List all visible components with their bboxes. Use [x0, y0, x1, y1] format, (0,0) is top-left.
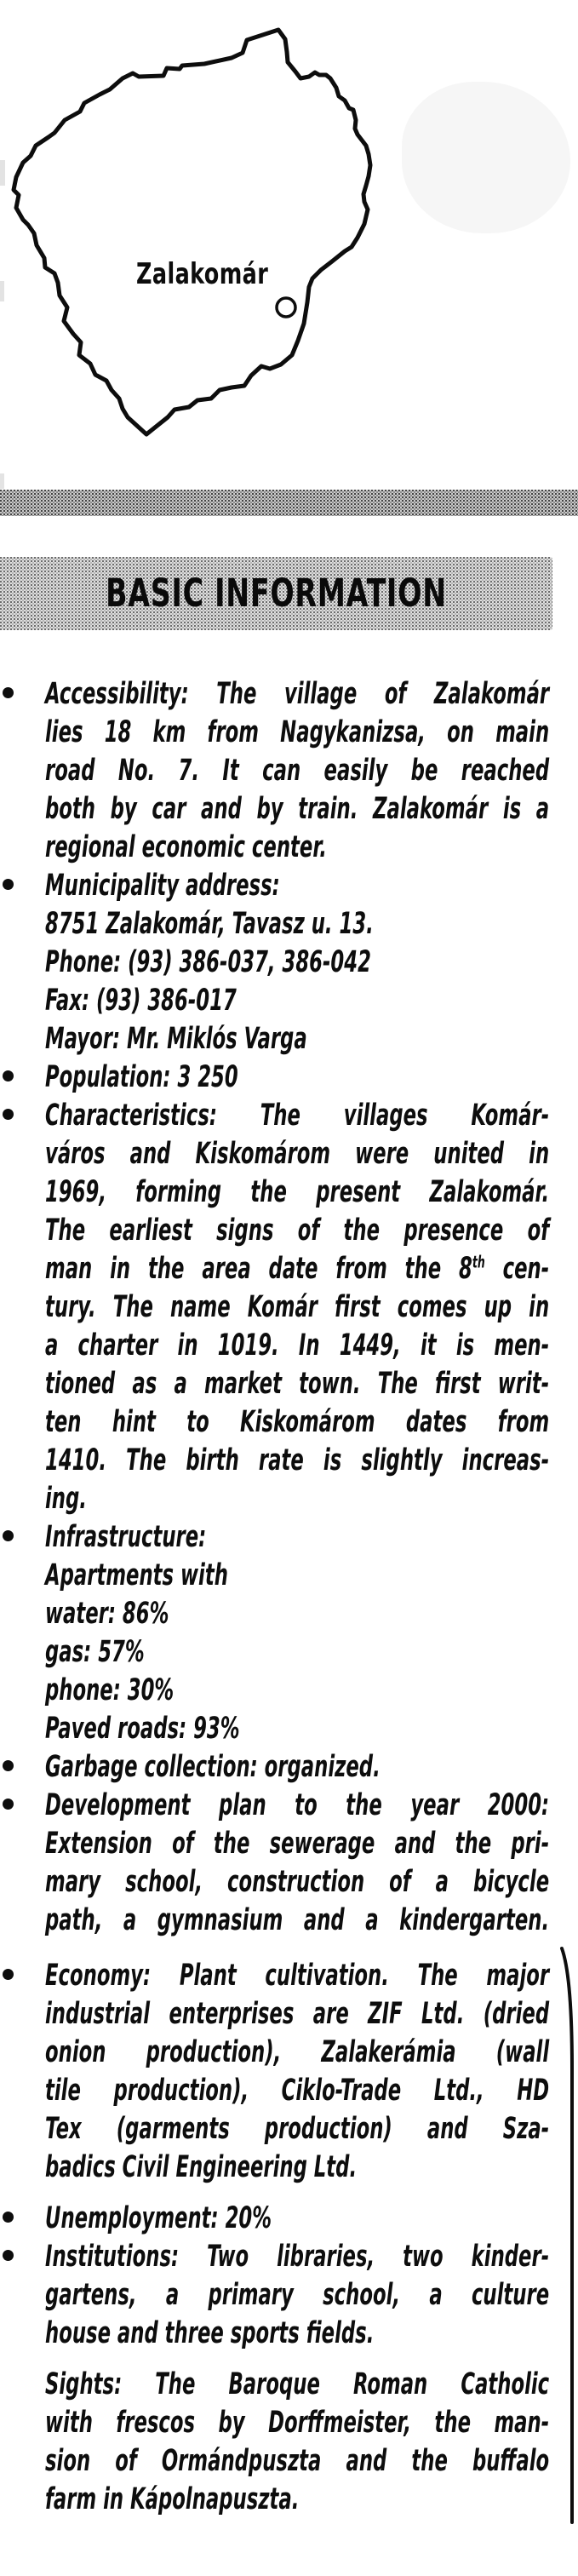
text-line: Tex (garments production) and Sza- — [45, 2112, 550, 2146]
text-line: 1969, forming the present Zalakomár. — [45, 1175, 550, 1209]
text-line: water: 86% — [45, 1597, 169, 1631]
text-line: path, a gymnasium and a kindergarten. — [45, 1903, 550, 1937]
page-edge-line — [545, 1942, 578, 2529]
scan-speck — [0, 160, 5, 186]
bullet-icon — [3, 1530, 14, 1541]
bullet-icon — [3, 879, 14, 890]
text-line: Population: 3 250 — [45, 1060, 238, 1094]
bullet-icon — [3, 1760, 14, 1771]
text-line: house and three sports fields. — [45, 2316, 375, 2350]
text-line: Infrastructure: — [45, 1520, 207, 1554]
map-boundary — [14, 30, 370, 434]
bullet-icon — [3, 1109, 14, 1120]
text-line: Fax: (93) 386-017 — [45, 984, 237, 1018]
text-line: farm in Kápolnapuszta. — [45, 2482, 300, 2516]
bullet-icon — [3, 1969, 14, 1980]
text-line: Economy: Plant cultivation. The major — [45, 1959, 550, 1993]
text-line: Phone: (93) 386-037, 386-042 — [45, 945, 371, 979]
info-item — [45, 2366, 549, 2519]
info-item — [45, 1059, 549, 1097]
village-map-outline — [0, 0, 392, 460]
info-item — [45, 1518, 549, 1748]
basic-info-list — [45, 675, 549, 2519]
bullet-icon — [3, 2250, 14, 2261]
text-line: both by car and by train. Zalakomár is a — [45, 792, 550, 826]
text-line: The earliest signs of the presence of — [45, 1213, 550, 1248]
text-line: with frescos by Dorffmeister, the man- — [45, 2406, 550, 2440]
text-line: Accessibility: The village of Zalakomár — [45, 677, 550, 711]
text-line: sion of Ormándpuszta and the buffalo — [45, 2444, 550, 2478]
bullet-icon — [3, 687, 14, 698]
text-line: város and Kiskomárom were united in — [45, 1137, 550, 1171]
text-line: tile production), Ciklo-Trade Ltd., HD — [45, 2074, 550, 2108]
text-line: onion production), Zalakerámia (wall — [45, 2035, 550, 2069]
scan-artifact-blob — [402, 82, 570, 233]
text-line: ing. — [45, 1482, 87, 1516]
bullet-icon — [3, 1070, 14, 1081]
info-item — [45, 2238, 549, 2353]
scan-speck — [0, 281, 4, 301]
text-line: mary school, construction of a bicycle — [45, 1865, 550, 1899]
text-line: Mayor: Mr. Miklós Varga — [45, 1022, 307, 1056]
text-line: a charter in 1019. In 1449, it is men- — [45, 1328, 550, 1363]
text-line: tioned as a market town. The first writ- — [45, 1367, 550, 1401]
text-line: regional economic center. — [45, 830, 327, 864]
text-line: gartens, a primary school, a culture — [45, 2278, 550, 2312]
text-line: phone: 30% — [45, 1673, 175, 1707]
text-line: road No. 7. It can easily be reached — [45, 754, 550, 788]
info-item — [45, 1097, 549, 1518]
text-line: Municipality address: — [45, 869, 280, 903]
text-line: Apartments with — [45, 1558, 228, 1592]
section-header-band — [0, 557, 552, 630]
bullet-icon — [3, 1799, 14, 1810]
info-item — [45, 1748, 549, 1787]
text-line: gas: 57% — [45, 1635, 145, 1669]
text-line: lies 18 km from Nagykanizsa, on main — [45, 715, 550, 749]
village-marker-icon — [277, 298, 295, 317]
map-label: Zalakomár — [136, 257, 269, 291]
info-item — [45, 867, 549, 1059]
text-line: Paved roads: 93% — [45, 1712, 240, 1746]
text-line: Institutions: Two libraries, two kinder- — [45, 2240, 550, 2274]
text-line: ten hint to Kiskomárom dates from — [45, 1405, 550, 1439]
divider-band — [0, 490, 578, 516]
text-line: Sights: The Baroque Roman Catholic — [45, 2367, 550, 2401]
info-item — [45, 1787, 549, 1940]
text-line: 1410. The birth rate is slightly increas- — [45, 1443, 550, 1477]
text-line: man in the area date from the 8th cen- — [45, 1252, 550, 1286]
scan-speck — [0, 473, 4, 489]
text-line: tury. The name Komár first comes up in — [45, 1290, 550, 1324]
text-line: Unemployment: 20% — [45, 2201, 272, 2235]
text-line: Characteristics: The villages Komár- — [45, 1099, 550, 1133]
info-item — [45, 1957, 549, 2187]
text-line: Extension of the sewerage and the pri- — [45, 1827, 550, 1861]
section-title: BASIC INFORMATION — [106, 571, 447, 616]
bullet-icon — [3, 2212, 14, 2223]
info-item — [45, 2200, 549, 2238]
text-line: Development plan to the year 2000: — [45, 1788, 550, 1822]
info-item — [45, 675, 549, 867]
text-line: Garbage collection: organized. — [45, 1750, 381, 1784]
text-line: badics Civil Engineering Ltd. — [45, 2150, 358, 2184]
text-line: industrial enterprises are ZIF Ltd. (dried — [45, 1997, 550, 2031]
text-line: 8751 Zalakomár, Tavasz u. 13. — [45, 907, 374, 941]
